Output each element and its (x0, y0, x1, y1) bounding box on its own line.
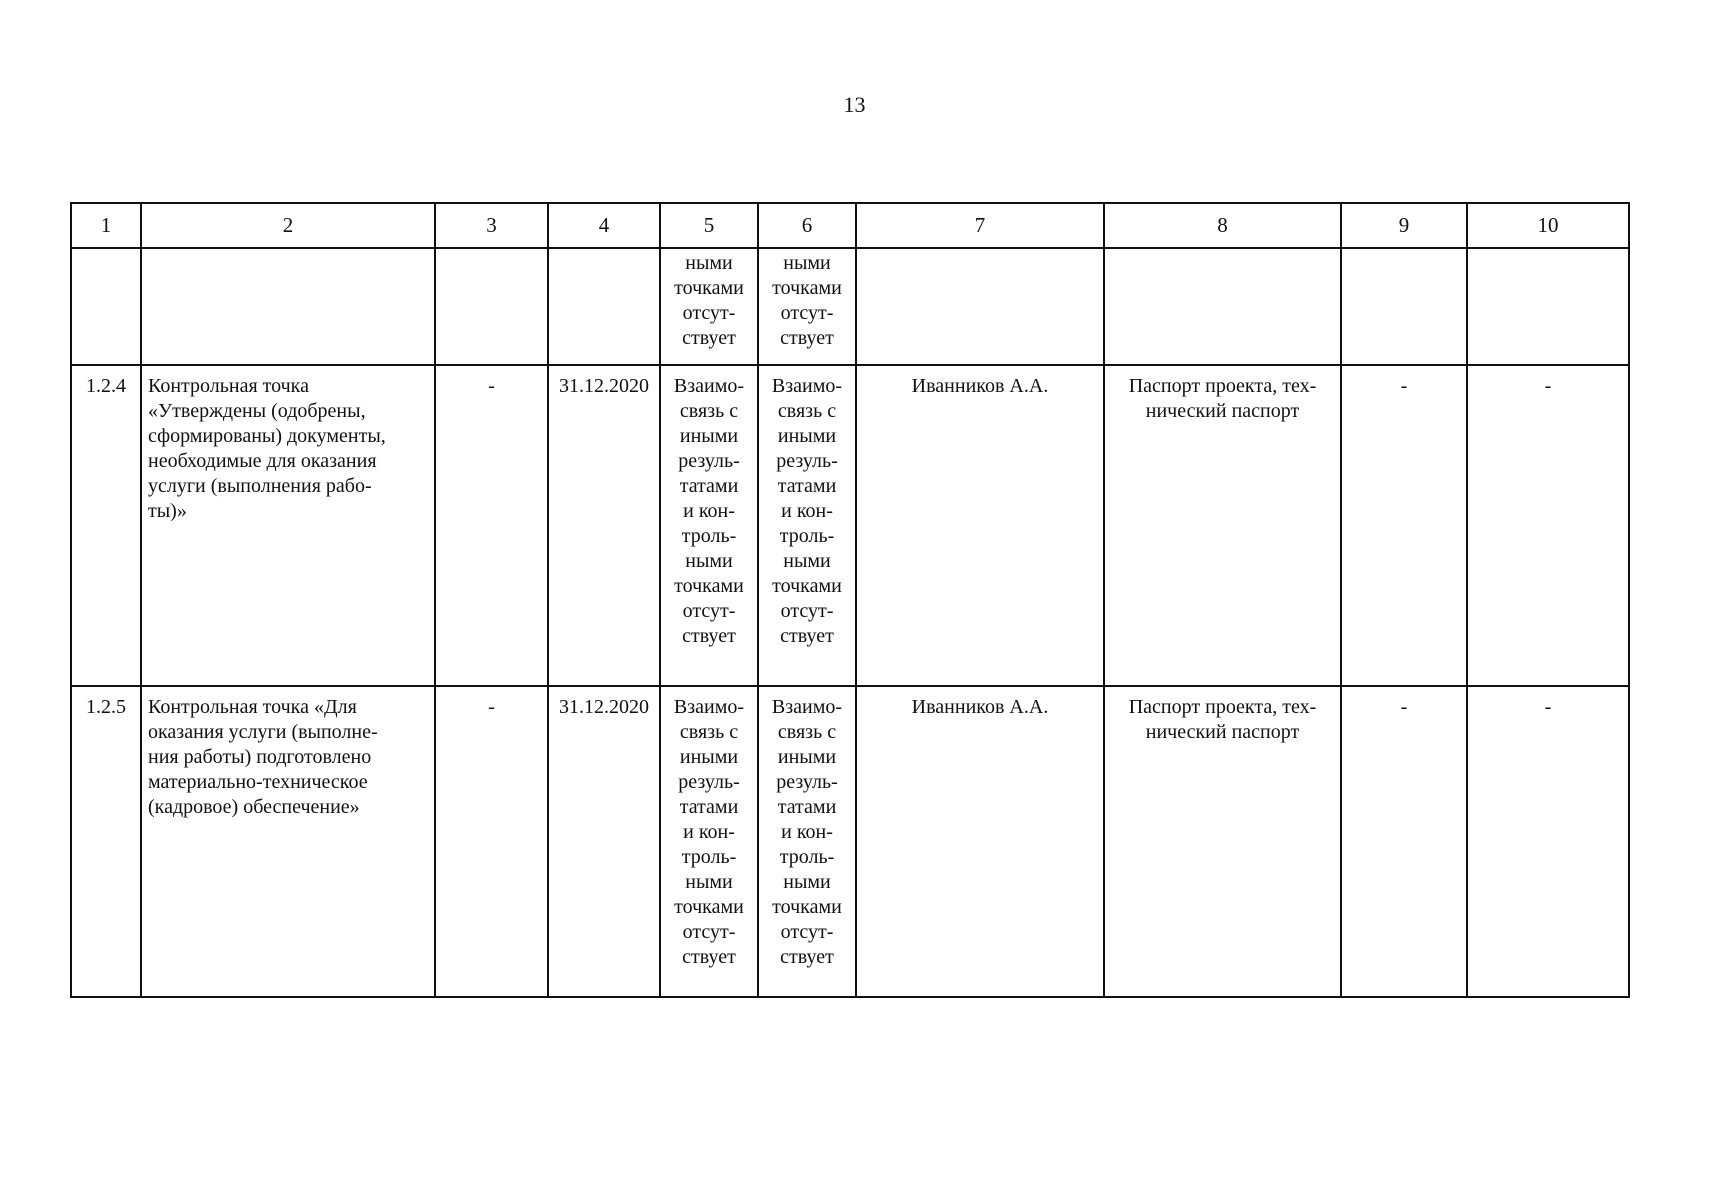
text-line: связь с (777, 721, 837, 743)
text-line: Контрольная точка (148, 375, 309, 397)
table-row (71, 686, 1629, 997)
cell-name (141, 686, 435, 997)
text-line: отсут- (682, 921, 736, 943)
text-line: иными (679, 746, 739, 768)
text-line: ствует (682, 625, 736, 647)
text-line: Паспорт проекта, тех- (1128, 375, 1317, 397)
text-line: ными (783, 550, 831, 572)
cell-col5 (660, 365, 758, 686)
text-line: «Утверждены (одобрены, (148, 400, 366, 422)
text-line: отсут- (682, 302, 736, 324)
cell-responsible (856, 248, 1104, 365)
text-line: отсут- (780, 302, 834, 324)
text-line: троль- (681, 846, 737, 868)
cell-name (141, 365, 435, 686)
cell-col5 (660, 686, 758, 997)
text-line: троль- (681, 525, 737, 547)
text-line: ными (783, 871, 831, 893)
text-line: точками (674, 896, 744, 918)
cell-col6 (758, 248, 856, 365)
text-line: (кадровое) обеспечение» (148, 796, 360, 818)
header-cell: 6 (758, 203, 856, 248)
cell-col9 (1341, 248, 1467, 365)
cell-col9: - (1341, 365, 1467, 686)
text-line: Взаимо- (771, 375, 843, 397)
cell-col9: - (1341, 686, 1467, 997)
header-cell: 7 (856, 203, 1104, 248)
text-line: точками (674, 277, 744, 299)
text-line: и кон- (781, 821, 833, 843)
text-line: оказания услуги (выполне- (148, 721, 378, 743)
text-line: иными (679, 425, 739, 447)
text-line: связь с (679, 400, 739, 422)
text-line: точками (674, 575, 744, 597)
document-table (70, 202, 1630, 998)
cell-number (71, 248, 141, 365)
table-row-continuation (71, 248, 1629, 365)
cell-name (141, 248, 435, 365)
text-line: резуль- (678, 771, 740, 793)
text-line: услуги (выполнения рабо- (148, 475, 372, 497)
header-cell: 8 (1104, 203, 1341, 248)
text-line: иными (777, 746, 837, 768)
text-line: татами (679, 796, 739, 818)
text-line: отсут- (780, 921, 834, 943)
cell-document (1104, 248, 1341, 365)
text-line: Контрольная точка «Для (148, 696, 357, 718)
text-line: отсут- (780, 600, 834, 622)
text-line: ствует (780, 327, 834, 349)
text-line: резуль- (776, 450, 838, 472)
text-line: связь с (777, 400, 837, 422)
cell-date (548, 248, 660, 365)
text-line: материально-техническое (148, 771, 368, 793)
cell-number: 1.2.4 (71, 365, 141, 686)
text-line: Взаимо- (673, 375, 745, 397)
table-row (71, 365, 1629, 686)
cell-col10: - (1467, 365, 1629, 686)
page-number: 13 (843, 92, 866, 117)
text-line: ствует (682, 946, 736, 968)
text-line: Взаимо- (771, 696, 843, 718)
cell-responsible: Иванников А.А. (856, 365, 1104, 686)
text-line: ты)» (148, 500, 187, 522)
text-line: ными (783, 252, 831, 274)
text-line: ствует (682, 327, 736, 349)
cell-col3 (435, 248, 548, 365)
cell-document (1104, 686, 1341, 997)
text-line: Взаимо- (673, 696, 745, 718)
text-line: Паспорт проекта, тех- (1128, 696, 1317, 718)
text-line: ния работы) подготовлено (148, 746, 372, 768)
text-line: ными (685, 871, 733, 893)
text-line: точками (772, 277, 842, 299)
text-line: нический паспорт (1145, 400, 1300, 422)
text-line: иными (777, 425, 837, 447)
text-line: отсут- (682, 600, 736, 622)
text-line: и кон- (683, 821, 735, 843)
cell-date: 31.12.2020 (548, 365, 660, 686)
text-line: и кон- (683, 500, 735, 522)
text-line: троль- (779, 525, 835, 547)
text-line: необходимые для оказания (148, 450, 377, 472)
header-row (71, 203, 1629, 248)
text-line: и кон- (781, 500, 833, 522)
cell-col10 (1467, 248, 1629, 365)
text-line: троль- (779, 846, 835, 868)
header-cell: 5 (660, 203, 758, 248)
cell-col6 (758, 365, 856, 686)
header-cell: 3 (435, 203, 548, 248)
header-cell: 9 (1341, 203, 1467, 248)
text-line: точками (772, 896, 842, 918)
cell-col10: - (1467, 686, 1629, 997)
text-line: связь с (679, 721, 739, 743)
cell-col3: - (435, 365, 548, 686)
text-line: ными (685, 252, 733, 274)
text-line: ствует (780, 625, 834, 647)
cell-col3: - (435, 686, 548, 997)
text-line: нический паспорт (1145, 721, 1300, 743)
text-line: точками (772, 575, 842, 597)
text-line: татами (679, 475, 739, 497)
text-line: ными (685, 550, 733, 572)
header-cell: 2 (141, 203, 435, 248)
text-line: резуль- (776, 771, 838, 793)
cell-responsible: Иванников А.А. (856, 686, 1104, 997)
text-line: сформированы) документы, (148, 425, 386, 447)
text-line: татами (777, 475, 837, 497)
header-cell: 4 (548, 203, 660, 248)
cell-col5 (660, 248, 758, 365)
text-line: резуль- (678, 450, 740, 472)
cell-document (1104, 365, 1341, 686)
header-cell: 10 (1467, 203, 1629, 248)
cell-col6 (758, 686, 856, 997)
cell-number: 1.2.5 (71, 686, 141, 997)
cell-date: 31.12.2020 (548, 686, 660, 997)
header-cell: 1 (71, 203, 141, 248)
text-line: ствует (780, 946, 834, 968)
text-line: татами (777, 796, 837, 818)
